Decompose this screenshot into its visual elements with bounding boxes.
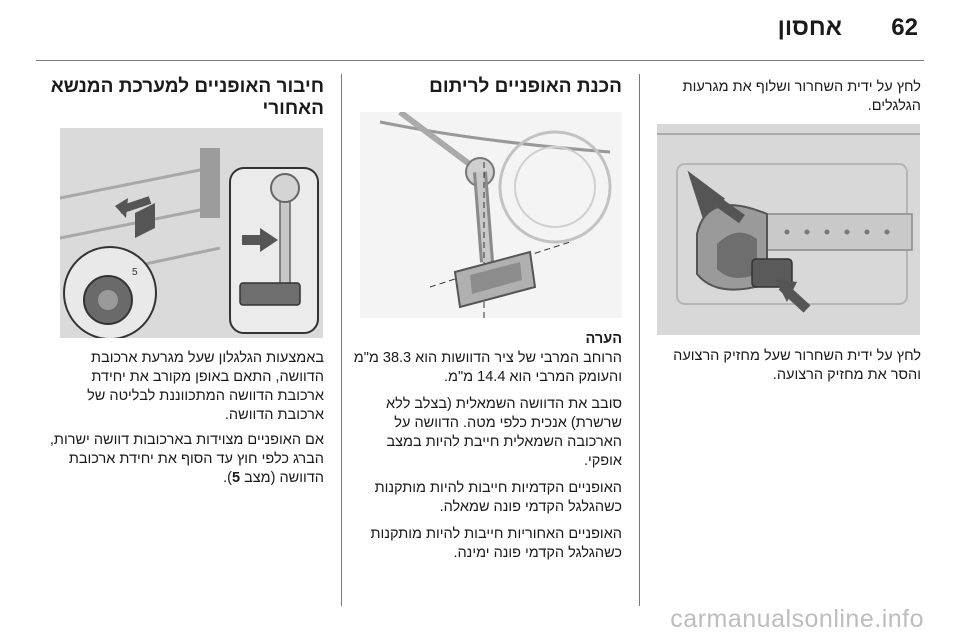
position-number: 5 bbox=[231, 470, 241, 486]
left-body bbox=[48, 349, 324, 488]
watermark: carmanualsonline.info bbox=[670, 605, 924, 633]
paragraph-pedal-position: סובב את הדוושה השמאלית (בצלב ללא שרשרת) אנכית כלפי מטה. הדוושה על הארכובה השמאלית חייבת להיות במצב אופקי. bbox=[386, 396, 622, 469]
figure-caption-right bbox=[651, 347, 921, 385]
paragraph-rear-bike: האופניים האחוריות חייבות להיות מותקנות כשהגלגל הקדמי פונה ימינה. bbox=[370, 526, 622, 561]
paragraph-straight-crank-end: ). bbox=[223, 470, 232, 486]
figure-crank-holder bbox=[60, 128, 323, 338]
section-heading-prepare: הכנת האופניים לריתום bbox=[429, 76, 622, 97]
page-number: 62 bbox=[891, 14, 918, 41]
paragraph-straight-crank-text: אם האופניים מצוידות בארכובות דוושה ישרות, הברג כלפי חוץ עד הסוף את יחידת ארכובת הדוושה (מצב bbox=[49, 432, 324, 486]
column-divider-right bbox=[639, 74, 640, 606]
section-heading-attach: חיבור האופניים למערכת המנשא האחורי bbox=[50, 76, 324, 119]
caption-text: לחץ על ידית השחרור שעל מחזיק הרצועה והסר את מחזיק הרצועה. bbox=[673, 348, 921, 383]
svg-text:5: 5 bbox=[132, 267, 138, 278]
paragraph-adjust-crank: באמצעות הגלגלון שעל מגרעת ארכובת הדוושה, התאם באופן מקורב את יחידת ארכובת הדוושה המתכווננת לבליטה של ארכובת הדוושה. bbox=[87, 350, 324, 423]
column-left bbox=[48, 76, 324, 120]
figure-pedal bbox=[360, 112, 622, 318]
figure-strap-holder bbox=[657, 124, 920, 335]
section-title: אחסון bbox=[777, 14, 842, 41]
intro-text: לחץ על ידית השחרור ושלוף את מגרעות הגלגלים. bbox=[682, 79, 921, 114]
note-block bbox=[350, 330, 622, 563]
page-header bbox=[0, 0, 960, 60]
column-right bbox=[651, 76, 921, 116]
paragraph-front-bike: האופניים הקדמיות חייבות להיות מותקנות כשהגלגל הקדמי פונה שמאלה. bbox=[374, 480, 622, 515]
paragraph-straight-crank bbox=[48, 431, 324, 488]
column-middle bbox=[350, 76, 622, 98]
note-label: הערה bbox=[585, 331, 622, 347]
note-text: הרוחב המרבי של ציר הדוושות הוא 38.3 מ"מ והעומק המרבי הוא 14.4 מ"מ. bbox=[353, 350, 622, 385]
column-divider-left bbox=[341, 74, 342, 606]
header-divider bbox=[36, 60, 924, 61]
